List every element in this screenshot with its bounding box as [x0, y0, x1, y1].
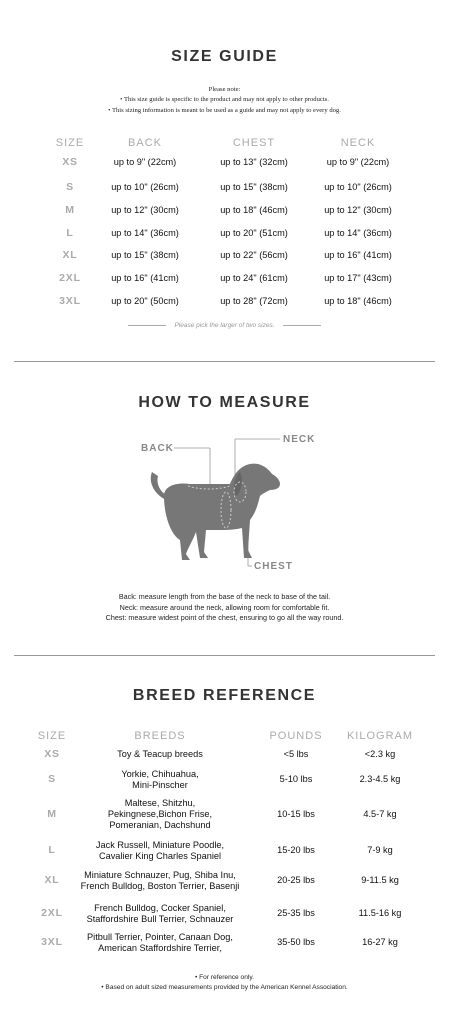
- breed-header-breeds: BREEDS: [134, 730, 186, 742]
- footnote-1: • For reference only.: [195, 974, 254, 981]
- pounds-value: 15-20 lbs: [277, 845, 315, 855]
- back-value: up to 20" (50cm): [111, 296, 179, 306]
- breed-names-line: Cavalier King Charles Spaniel: [98, 851, 222, 861]
- neck-value: up to 16" (41cm): [324, 250, 392, 260]
- pick-note-rule-right: [283, 325, 321, 326]
- instruction-neck: Neck: measure around the neck, allowing room for comfortable fit.: [119, 602, 330, 612]
- size-label: 3XL: [59, 295, 81, 307]
- breed-size-label: M: [47, 807, 57, 820]
- chest-value: up to 18" (46cm): [220, 205, 288, 215]
- breed-header-kilogram: KILOGRAM: [346, 730, 414, 742]
- how-to-measure-title: HOW TO MEASURE: [138, 394, 311, 411]
- back-value: up to 14" (36cm): [111, 228, 179, 238]
- back-value: up to 16" (41cm): [111, 273, 179, 283]
- pick-note-text: Please pick the larger of two sizes.: [174, 322, 275, 329]
- pounds-value: 35-50 lbs: [277, 937, 315, 947]
- breed-size-label: L: [48, 844, 56, 856]
- chest-value: up to 24" (61cm): [220, 273, 288, 283]
- pounds-value: <5 lbs: [283, 748, 309, 759]
- chest-value: up to 15" (38cm): [220, 182, 288, 192]
- chest-value: up to 20" (51cm): [220, 228, 288, 238]
- size-label: M: [65, 204, 75, 216]
- neck-value: up to 14" (36cm): [324, 228, 392, 238]
- breed-names-line: Mini-Pinscher: [132, 780, 188, 790]
- breed-size-label: 2XL: [41, 907, 63, 919]
- neck-value: up to 17" (43cm): [324, 273, 392, 283]
- kilogram-value: 7-9 kg: [367, 845, 393, 855]
- kilogram-value: 4.5-7 kg: [363, 808, 397, 819]
- breed-names-line: French Bulldog, Boston Terrier, Basenji: [80, 881, 240, 891]
- breed-names-line: Jack Russell, Miniature Poodle,: [95, 840, 225, 850]
- header-chest: CHEST: [232, 137, 276, 149]
- breed-size-label: XL: [44, 874, 60, 886]
- breed-names-line: Toy & Teacup breeds: [117, 749, 203, 759]
- breed-names-line: Miniature Schnauzer, Pug, Shiba Inu,: [84, 870, 236, 880]
- breed-names-line: American Staffordshire Terrier,: [98, 943, 222, 953]
- size-label: XL: [62, 249, 78, 261]
- chest-value: up to 13" (32cm): [220, 157, 288, 167]
- size-label: L: [66, 227, 74, 239]
- back-value: up to 10" (26cm): [111, 182, 179, 192]
- note-line-2: • This sizing information is meant to be used as a guide and may not apply to every dog.: [108, 107, 341, 114]
- size-label: S: [66, 181, 74, 193]
- breed-names-line: French Bulldog, Cocker Spaniel,: [94, 903, 226, 913]
- instruction-back: Back: measure length from the base of the neck to base of the tail.: [118, 592, 331, 601]
- breed-size-label: XS: [44, 747, 60, 760]
- pick-note: [0, 322, 449, 329]
- breed-size-label: S: [48, 773, 56, 785]
- breed-names-line: Pekingnese,Bichon Frise,: [107, 809, 213, 819]
- breed-reference-title: BREED REFERENCE: [132, 687, 317, 704]
- header-neck: NECK: [340, 137, 376, 149]
- breed-header-pounds: POUNDS: [269, 730, 323, 742]
- measure-instructions: [0, 592, 449, 624]
- back-value: up to 9" (22cm): [113, 157, 177, 167]
- breed-names-line: Pitbull Terrier, Pointer, Canaan Dog,: [87, 932, 233, 942]
- pounds-value: 5-10 lbs: [279, 774, 313, 784]
- chest-value: up to 28" (72cm): [220, 296, 288, 306]
- pick-note-rule-left: [128, 325, 166, 326]
- dog-silhouette-icon: [151, 464, 280, 560]
- neck-value: up to 10" (26cm): [324, 182, 392, 192]
- pounds-value: 25-35 lbs: [277, 908, 315, 918]
- breed-names-line: Pomeranian, Dachshund: [109, 820, 211, 830]
- section-divider-1: [14, 361, 435, 362]
- label-back: BACK: [141, 443, 174, 454]
- note-heading: Please note:: [208, 86, 241, 93]
- label-neck: NECK: [283, 434, 316, 445]
- kilogram-value: 16-27 kg: [362, 937, 398, 947]
- header-size: SIZE: [55, 137, 85, 149]
- note-line-1: • This size guide is specific to the product and may not apply to other products.: [120, 96, 329, 103]
- instruction-chest: Chest: measure widest point of the chest, ensuring to go all the way round.: [105, 613, 344, 622]
- breed-header-size: SIZE: [37, 730, 67, 742]
- chest-value: up to 22" (56cm): [220, 250, 288, 260]
- neck-value: up to 9" (22cm): [326, 157, 390, 167]
- kilogram-value: 11.5-16 kg: [358, 908, 402, 918]
- breed-names-line: Maltese, Shitzhu,: [124, 798, 196, 808]
- footnote-2: • Based on adult sized measurements provided by the American Kennel Association.: [101, 984, 348, 991]
- kilogram-value: <2.3 kg: [364, 748, 396, 759]
- size-label: XS: [62, 156, 78, 168]
- kilogram-value: 2.3-4.5 kg: [359, 774, 401, 784]
- pounds-value: 20-25 lbs: [277, 875, 315, 885]
- back-value: up to 15" (38cm): [111, 250, 179, 260]
- breed-footnotes: [0, 973, 449, 993]
- label-chest: CHEST: [254, 561, 293, 572]
- section-divider-2: [14, 655, 435, 656]
- size-label: 2XL: [59, 272, 81, 284]
- back-value: up to 12" (30cm): [111, 205, 179, 215]
- header-back: BACK: [128, 137, 162, 149]
- size-guide-title: SIZE GUIDE: [171, 48, 278, 65]
- pounds-value: 10-15 lbs: [277, 808, 315, 819]
- neck-value: up to 12" (30cm): [324, 205, 392, 215]
- breed-names-line: Yorkie, Chihuahua,: [121, 769, 199, 779]
- breed-names-line: Staffordshire Bull Terrier, Schnauzer: [86, 914, 234, 924]
- breed-size-label: 3XL: [41, 936, 63, 948]
- neck-value: up to 18" (46cm): [324, 296, 392, 306]
- kilogram-value: 9-11.5 kg: [361, 875, 399, 885]
